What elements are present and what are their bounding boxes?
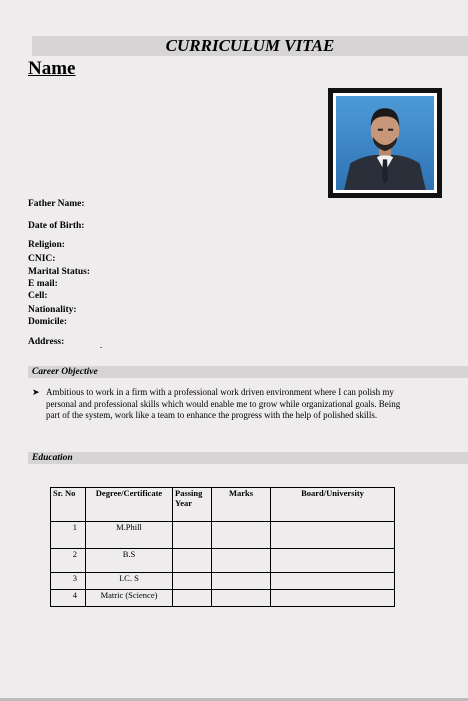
row-board (271, 522, 395, 549)
row-degree: Matric (Science) (86, 590, 173, 607)
marital-status-label: Marital Status: (28, 267, 91, 277)
row-marks (212, 549, 271, 573)
table-row (51, 573, 395, 590)
education-table (50, 487, 395, 607)
father-name-label: Father Name: (28, 199, 85, 209)
email-label: E mail: (28, 279, 58, 289)
row-degree: B.S (86, 549, 173, 573)
row-board (271, 549, 395, 573)
arrow-bullet-icon: ➤ (32, 387, 40, 397)
row-sr: 2 (51, 549, 86, 573)
header-marks: Marks (212, 488, 271, 522)
address-value: . (100, 340, 103, 350)
row-marks (212, 590, 271, 607)
header-degree: Degree/Certificate (86, 488, 173, 522)
row-passing-year (173, 573, 212, 590)
name-heading: Name (28, 58, 76, 79)
nationality-label: Nationality: (28, 305, 77, 315)
career-objective-heading: Career Objective (28, 366, 468, 378)
header-sr-no: Sr. No (51, 488, 86, 522)
cnic-label: CNIC: (28, 254, 56, 264)
table-row (51, 590, 395, 607)
row-marks (212, 522, 271, 549)
portrait-image (336, 96, 434, 190)
career-objective-body: Ambitious to work in a firm with a professional work driven environment where I can polish my personal and professional skills which would enable me to grow while organizational goals. Being part of the system, work like a team to enhance the progress with the help of polished skills. (46, 387, 401, 420)
profile-photo (328, 88, 442, 198)
table-row (51, 549, 395, 573)
dob-label: Date of Birth: (28, 221, 85, 231)
document-title: CURRICULUM VITAE (32, 36, 468, 56)
row-passing-year (173, 549, 212, 573)
cell-label: Cell: (28, 291, 48, 301)
row-sr: 3 (51, 573, 86, 590)
row-degree: M.Phill (86, 522, 173, 549)
row-sr: 1 (51, 522, 86, 549)
table-header-row (51, 488, 395, 522)
education-heading: Education (28, 452, 468, 464)
career-objective-text (32, 387, 416, 422)
domicile-label: Domicile: (28, 317, 68, 327)
row-passing-year (173, 590, 212, 607)
header-board: Board/University (271, 488, 395, 522)
religion-label: Religion: (28, 240, 65, 250)
row-marks (212, 573, 271, 590)
row-board (271, 573, 395, 590)
row-degree: I.C. S (86, 573, 173, 590)
row-passing-year (173, 522, 212, 549)
table-row (51, 522, 395, 549)
header-passing-year: Passing Year (173, 488, 212, 522)
row-sr: 4 (51, 590, 86, 607)
address-label: Address: (28, 337, 65, 347)
row-board (271, 590, 395, 607)
